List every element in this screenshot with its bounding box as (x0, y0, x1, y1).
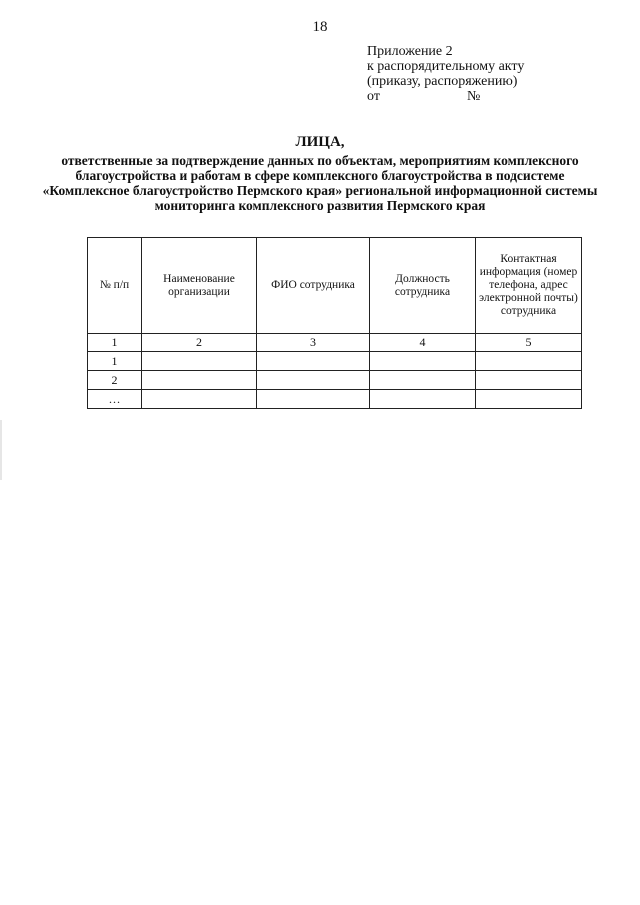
column-number: 3 (257, 334, 370, 352)
table-row (88, 371, 582, 390)
scan-edge-mark (0, 420, 2, 480)
header-number: № п/п (88, 238, 142, 334)
appendix-number-label: № (467, 89, 481, 104)
table-cell (257, 390, 370, 409)
table-header-row (88, 238, 582, 334)
appendix-line-3: (приказу, распоряжению) (367, 74, 518, 89)
responsible-persons-table-wrap (87, 237, 581, 409)
header-contact-info: Контактная информация (номер телефона, адрес электронной почты) сотрудника (476, 238, 582, 334)
responsible-persons-table (87, 237, 582, 409)
appendix-header (367, 44, 524, 104)
header-position: Должность сотрудника (370, 238, 476, 334)
document-title (0, 133, 640, 213)
table-cell (142, 371, 257, 390)
table-cell: 1 (88, 352, 142, 371)
table-cell: … (88, 390, 142, 409)
table-cell (370, 352, 476, 371)
page-number: 18 (312, 19, 328, 35)
appendix-from-label: от (367, 89, 380, 104)
appendix-date-number-line (367, 89, 524, 104)
table-cell: 2 (88, 371, 142, 390)
table-cell (476, 371, 582, 390)
table-cell (476, 352, 582, 371)
table-cell (142, 390, 257, 409)
column-number: 5 (476, 334, 582, 352)
appendix-line-1: Приложение 2 (367, 44, 453, 59)
column-number: 2 (142, 334, 257, 352)
column-number-row (88, 334, 582, 352)
column-number: 4 (370, 334, 476, 352)
appendix-line-2: к распорядительному акту (367, 59, 525, 74)
header-organization: Наименование организации (142, 238, 257, 334)
title-main: ЛИЦА, (295, 134, 345, 150)
table-cell (142, 352, 257, 371)
column-number: 1 (88, 334, 142, 352)
table-cell (476, 390, 582, 409)
table-cell (370, 390, 476, 409)
table-cell (257, 371, 370, 390)
header-full-name: ФИО сотрудника (257, 238, 370, 334)
table-cell (370, 371, 476, 390)
table-row (88, 390, 582, 409)
title-subtitle: ответственные за подтверждение данных по объектам, мероприятиям комплексного благоустройства и работам в сфере комплексного благоустройства в подсистеме «Комплексное благоустройство Пермского края» региональной информационной системы мониторинга комплексного развития Пермского края (42, 153, 598, 213)
table-row (88, 352, 582, 371)
table-cell (257, 352, 370, 371)
